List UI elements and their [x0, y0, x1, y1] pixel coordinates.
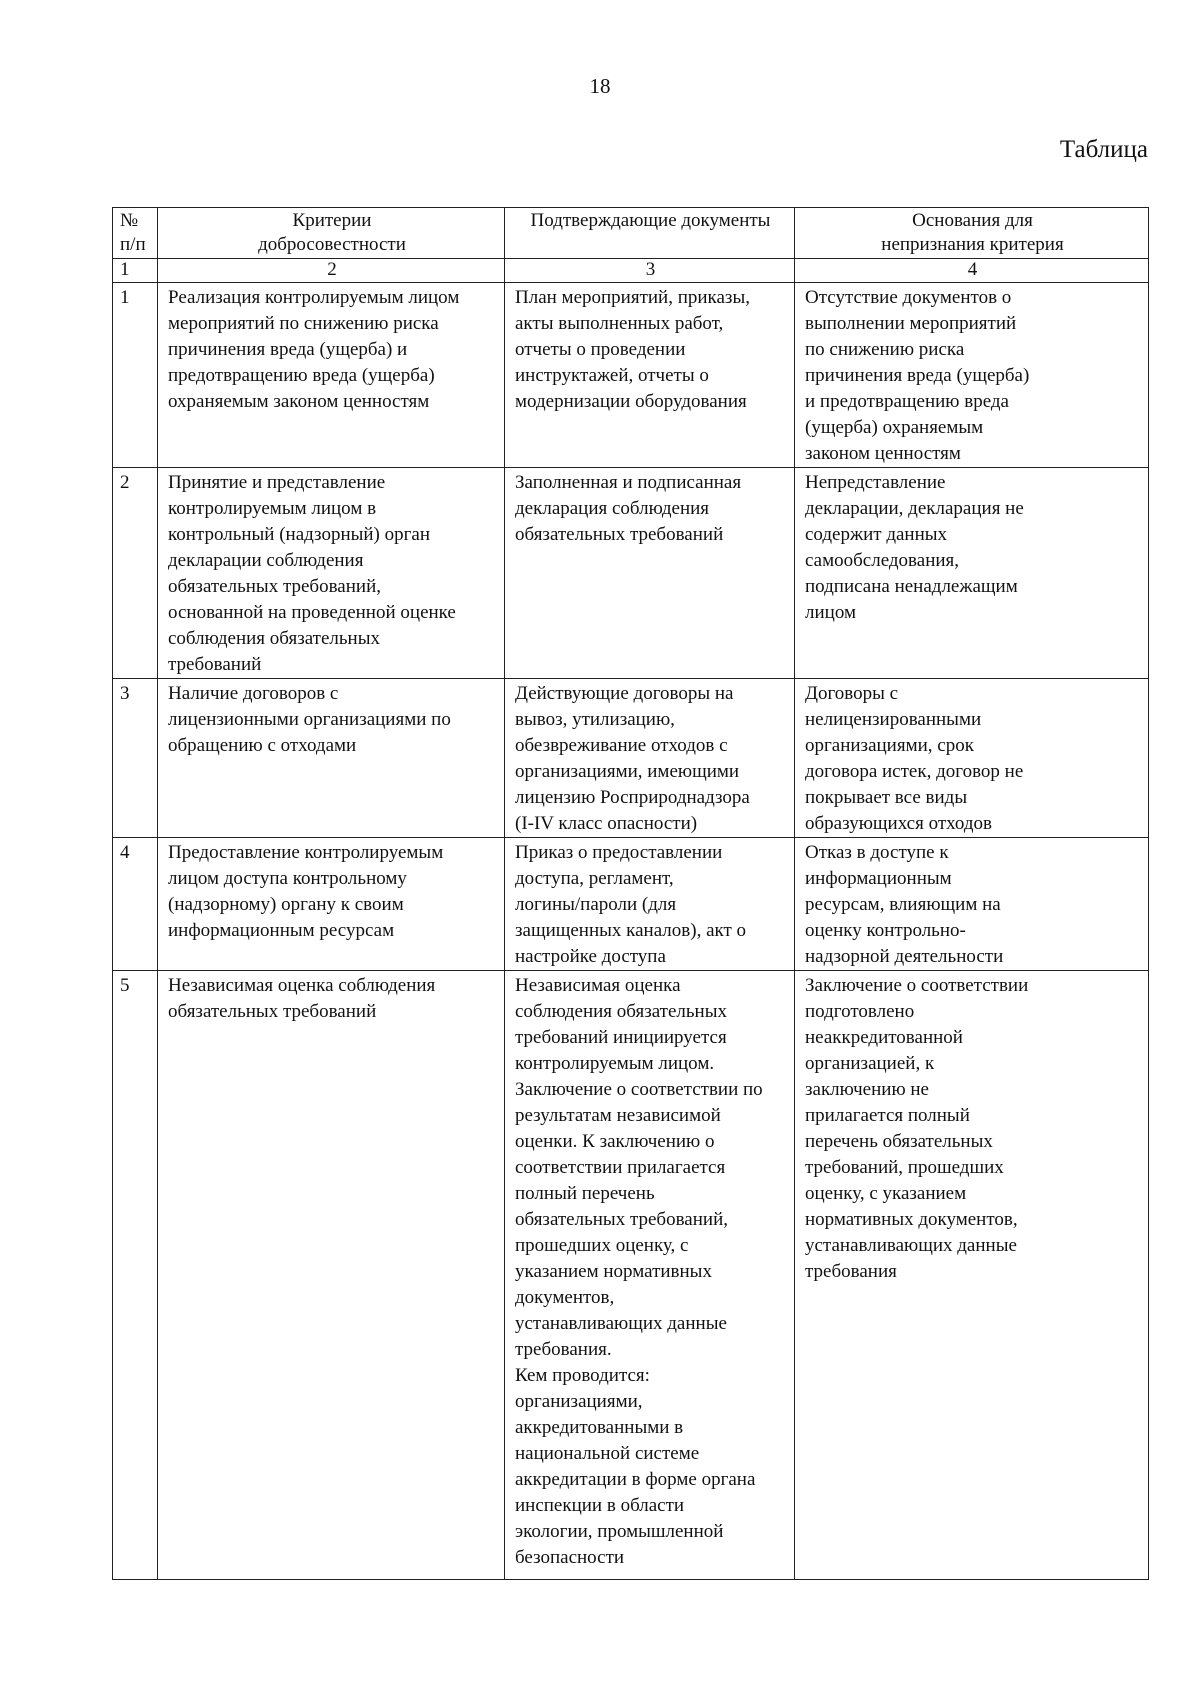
header-criteria: Критерии добросовестности: [158, 208, 505, 259]
table-row: [113, 838, 1149, 971]
header-grounds: Основания для непризнания критерия: [795, 208, 1149, 259]
header-num: № п/п: [113, 208, 158, 259]
row-number: 3: [113, 679, 158, 838]
documents-cell: Заполненная и подписанная декларация соблюдения обязательных требований: [505, 468, 795, 679]
table-header-row: [113, 208, 1149, 259]
column-number: 1: [113, 259, 158, 283]
column-number: 4: [795, 259, 1149, 283]
criteria-cell: Принятие и представление контролируемым лицом в контрольный (надзорный) орган декларации соблюдения обязательных требований, основанной на проведенной оценке соблюдения обязательных требований: [158, 468, 505, 679]
header-documents: Подтверждающие документы: [505, 208, 795, 259]
documents-cell: Приказ о предоставлении доступа, регламент, логины/пароли (для защищенных каналов), акт о настройке доступа: [505, 838, 795, 971]
row-number: 4: [113, 838, 158, 971]
table-row: [113, 679, 1149, 838]
column-number: 3: [505, 259, 795, 283]
grounds-cell: Договоры с нелицензированными организациями, срок договора истек, договор не покрывает все виды образующихся отходов: [795, 679, 1149, 838]
row-number: 1: [113, 283, 158, 468]
criteria-cell: Предоставление контролируемым лицом доступа контрольному (надзорному) органу к своим информационным ресурсам: [158, 838, 505, 971]
grounds-cell: Отказ в доступе к информационным ресурсам, влияющим на оценку контрольно- надзорной деятельности: [795, 838, 1149, 971]
column-number: 2: [158, 259, 505, 283]
criteria-cell: Реализация контролируемым лицом мероприятий по снижению риска причинения вреда (ущерба) и предотвращению вреда (ущерба) охраняемым законом ценностям: [158, 283, 505, 468]
grounds-cell: Непредставление декларации, декларация не содержит данных самообследования, подписана ненадлежащим лицом: [795, 468, 1149, 679]
column-number-row: [113, 259, 1149, 283]
criteria-cell: Независимая оценка соблюдения обязательных требований: [158, 971, 505, 1580]
documents-cell: План мероприятий, приказы, акты выполненных работ, отчеты о проведении инструктажей, отчеты о модернизации оборудования: [505, 283, 795, 468]
documents-cell: Действующие договоры на вывоз, утилизацию, обезвреживание отходов с организациями, имеющими лицензию Росприроднадзора (I-IV класс опасности): [505, 679, 795, 838]
row-number: 2: [113, 468, 158, 679]
grounds-cell: Отсутствие документов о выполнении мероприятий по снижению риска причинения вреда (ущерба) и предотвращению вреда (ущерба) охраняемым законом ценностям: [795, 283, 1149, 468]
documents-cell: Независимая оценка соблюдения обязательных требований инициируется контролируемым лицом. Заключение о соответствии по результатам независимой оценки. К заключению о соответствии прилагается полный перечень обязательных требований, прошедших оценку, с указанием нормативных документов, устанавливающих данные требования. Кем проводится: организациями, аккредитованными в национальной системе аккредитации в форме органа инспекции в области экологии, промышленной безопасности: [505, 971, 795, 1580]
criteria-table: [112, 207, 1149, 1580]
criteria-cell: Наличие договоров с лицензионными организациями по обращению с отходами: [158, 679, 505, 838]
table-row: [113, 971, 1149, 1580]
row-number: 5: [113, 971, 158, 1580]
table-row: [113, 468, 1149, 679]
grounds-cell: Заключение о соответствии подготовлено неаккредитованной организацией, к заключению не прилагается полный перечень обязательных требований, прошедших оценку, с указанием нормативных документов, устанавливающих данные требования: [795, 971, 1149, 1580]
table-row: [113, 283, 1149, 468]
page-number: 18: [589, 74, 611, 98]
table-caption: Таблица: [1059, 136, 1148, 163]
